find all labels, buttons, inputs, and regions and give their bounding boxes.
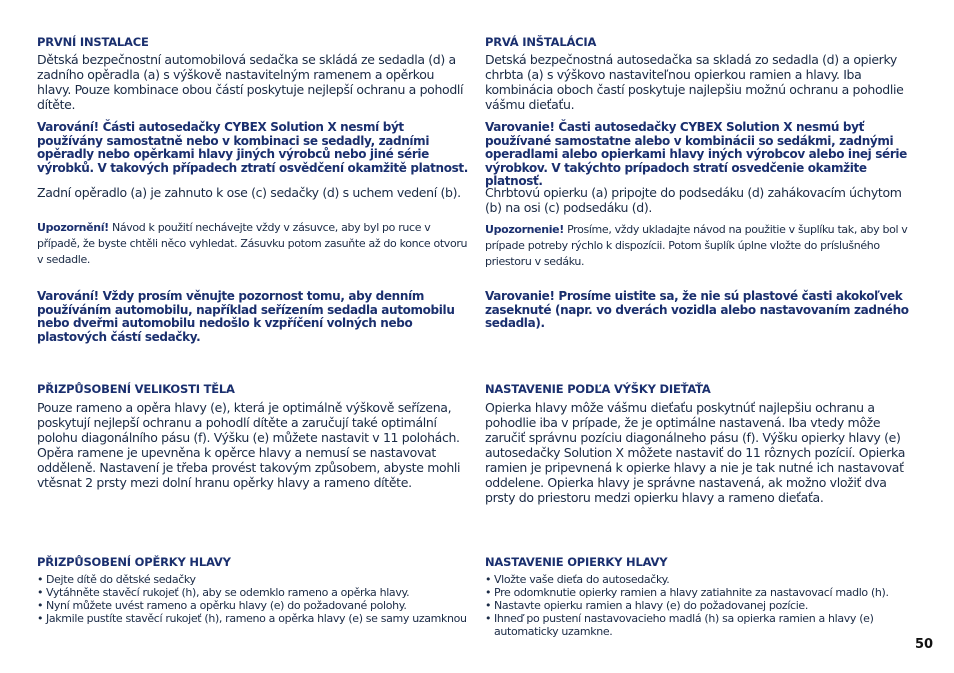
note-label: Upozornenie! — [485, 223, 564, 236]
paragraph-body-size: Opierka hlavy môže vášmu dieťaťu poskytnúť najlepšiu ochranu a pohodlie iba v prípade, že je optimálne nastavená. Iba vtedy môže zaručiť správnu pozíciu diagonálneho pásu (f). Výšku opierky hlavy (e) autosedačky Solution X môžete nastaviť do 11 rôznych pozícií. Opierka ramien je pripevnená k opierke hlavy a nie je tak nutné ich nastavovať oddelene. Opierka hlavy je správne nastavená, ak možno vložiť dva prsty do priestoru medzi opierku hlavy a rameno dieťaťa. — [485, 400, 906, 505]
section-heading-headrest: NASTAVENIE OPIERKY HLAVY — [485, 555, 668, 569]
section-heading-first-installation: PRVNÍ INSTALACE — [37, 35, 149, 49]
section-heading-body-size: PŘIZPŮSOBENÍ VELIKOSTI TĚLA — [37, 382, 235, 396]
warning-parts: Varovanie! Časti autosedačky CYBEX Solution X nesmú byť používané samostatne alebo v kombinácii so sedákmi, zadnými operadlami alebo opierkami hlavy iných výrobcov alebo inej série výrobkov. V takýchto prípadoch stratí osvedčenie okamžite platnosť. — [485, 120, 907, 188]
paragraph-first-installation: Dětská bezpečnostní automobilová sedačka se skládá ze sedadla (d) a zadního opěradla (a) s výškově nastavitelným ramenem a opěrkou hlavy. Pouze kombinace obou částí poskytuje nejlepší ochranu a pohodlí dítěte. — [37, 52, 464, 112]
list-item: • Nastavte opierku ramien a hlavy (e) do požadovanej pozície. — [485, 599, 917, 612]
list-item: • Ihneď po pustení nastavovacieho madlá (h) sa opierka ramien a hlavy (e) automaticky uzamkne. — [485, 612, 917, 638]
list-item: • Jakmile pustíte stavěcí rukojeť (h), rameno a opěrka hlavy (e) se samy uzamknou — [37, 612, 469, 625]
note-text: Prosíme, vždy ukladajte návod na použitie v šuplíku tak, aby bol v prípade potreby rýchlo k dispozícii. Potom šuplík úplne vložte do príslušného priestoru v sedáku. — [485, 223, 908, 268]
warning-parts: Varování! Části autosedačky CYBEX Solution X nesmí být používány samostatně nebo v kombinaci se sedadly, zadními opěradly nebo opěrkami hlavy jiných výrobců nebo jiné série výrobků. V takových případech ztratí osvědčení okamžitě platnost. — [37, 120, 468, 175]
note-label: Upozornění! — [37, 221, 109, 234]
paragraph-body-size: Pouze rameno a opěra hlavy (e), která je optimálně výškově seřízena, poskytují nejlepší ochranu a pohodlí dítěte a zaručují také optimální polohu diagonálního pásu (f). Výšku (e) můžete nastavit v 11 polohách. Opěra ramene je upevněna k opěrce hlavy a nemusí se nastavovat odděleně. Nastavení je třeba provést takovým způsobem, abyste mohli vtěsnat 2 prsty mezi dolní hranu opěrky hlavy a rameno dítěte. — [37, 400, 461, 490]
paragraph-backrest: Chrbtovú opierku (a) pripojte do podsedáku (d) zahákovacím úchytom (b) na osi (c) podsedáku (d). — [485, 185, 902, 215]
warning-plastic-parts: Varovanie! Prosíme uistite sa, že nie sú plastové časti akokoľvek zaseknuté (napr. vo dverách vozidla alebo nastavovaním zadného sedadla). — [485, 289, 909, 330]
section-heading-first-installation: PRVÁ INŠTALÁCIA — [485, 35, 597, 49]
section-heading-headrest: PŘIZPŮSOBENÍ OPĚRKY HLAVY — [37, 555, 231, 569]
headrest-steps-list — [485, 573, 917, 638]
list-item: • Pre odomknutie opierky ramien a hlavy zatiahnite za nastavovací madlo (h). — [485, 586, 917, 599]
note-manual-drawer — [37, 220, 469, 268]
note-manual-drawer — [485, 222, 917, 270]
list-item: • Vytáhněte stavěcí rukojeť (h), aby se odemklo rameno a opěrka hlavy. — [37, 586, 469, 599]
list-item: • Dejte dítě do dětské sedačky — [37, 573, 469, 586]
warning-plastic-parts: Varování! Vždy prosím věnujte pozornost tomu, aby denním používáním automobilu, například seřízením sedadla automobilu nebo dveřmi automobilu nedošlo k vzpříčení volných nebo plastových částí sedačky. — [37, 289, 455, 344]
paragraph-backrest: Zadní opěradlo (a) je zahnuto k ose (c) sedačky (d) s uchem vedení (b). — [37, 185, 461, 200]
headrest-steps-list — [37, 573, 469, 625]
section-heading-body-size: NASTAVENIE PODĽA VÝŠKY DIEŤAŤA — [485, 382, 711, 396]
paragraph-first-installation: Detská bezpečnostná autosedačka sa skladá zo sedadla (d) a opierky chrbta (a) s výškovo nastaviteľnou opierkou ramien a hlavy. Iba kombinácia oboch častí poskytuje najlepšiu možnú ochranu a pohodlie vášmu dieťaťu. — [485, 52, 904, 112]
page-number: 50 — [915, 637, 934, 652]
list-item: • Vložte vaše dieťa do autosedačky. — [485, 573, 917, 586]
list-item: • Nyní můžete uvést rameno a opěrku hlavy (e) do požadované polohy. — [37, 599, 469, 612]
note-text: Návod k použití nechávejte vždy v zásuvce, aby byl po ruce v případě, že byste chtěli něco vyhledat. Zásuvku potom zasuňte až do konce otvoru v sedadle. — [37, 221, 468, 266]
